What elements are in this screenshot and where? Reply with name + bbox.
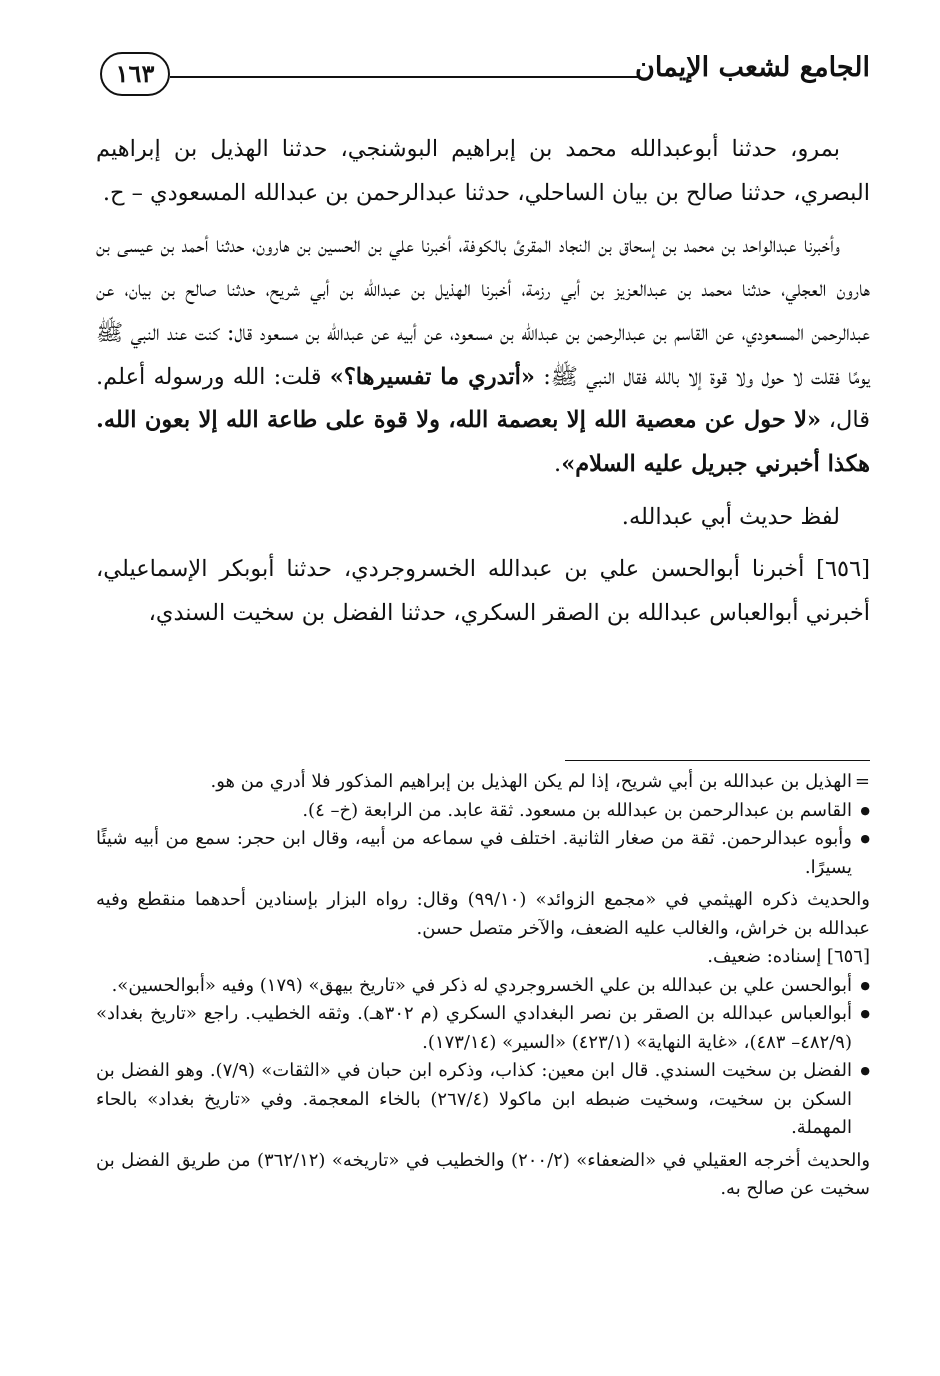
footnote-separator [565,760,870,761]
footnote-bullet: ● أبوالحسن علي بن عبدالله بن علي الخسروجردي له ذكر في «تاريخ بيهق» (١٧٩) وفيه «أبوالحسين». [96,972,870,1001]
hadith-quote-answer: «لا حول عن معصية الله إلا بعصمة الله، ولا قوة على طاعة الله إلا بعون الله. هكذا أخبرني جبريل عليه السلام» [96,407,870,477]
main-text [96,128,870,636]
hadith-isnad: وأخبرنا عبدالواحد بن محمد بن إسحاق بن النجاد المقرئ بالكوفة، أخبرنا علي بن الحسين بن هارون، حدثنا أحمد بن عيسى بن هارون العجلي، حدثنا محمد بن عبدالعزيز بن أبي رزمة، أخبرنا الهذيل بن عبدالله بن أبي شريح، حدثنا صالح بن بيان، عن عبدالرحمن المسعودي، عن القاسم بن عبدالرحمن بن عبدالله بن مسعود، عن أبيه عن عبدالله بن مسعود قال: كنت عند النبي ﷺ يومًا فقلت لا حول ولا قوة إلا بالله فقال النبي ﷺ: [96,232,870,390]
header-rule [170,76,640,78]
hadith-end: . [554,450,562,477]
page-number: ١٦٣ [100,52,170,96]
paragraph-hadith [96,224,870,486]
footnote-bullet: ● وأبوه عبدالرحمن. ثقة من صغار الثانية. اختلف في سماعه من أبيه، وقال ابن حجر: سمع من أبيه شيئًا يسيرًا. [96,825,870,882]
footnote-bullet: ● أبوالعباس عبدالله بن الصقر بن نصر البغدادي السكري (م ٣٠٢هـ). وثقه الخطيب. راجع «تاريخ بغداد» (٤٨٢/٩– ٤٨٣)، «غاية النهاية» (٤٢٣/١) «السير» (١٧٣/١٤). [96,1000,870,1057]
hadith-quote-question: «أتدري ما تفسيرها؟» [329,363,535,390]
footnote-paragraph: والحديث أخرجه العقيلي في «الضعفاء» (٢٠٠/٢) والخطيب في «تاريخه» (٣٦٢/١٢) من طريق الفضل بن سخيت عن صالح به. [96,1149,871,1199]
footnote-bullet: ● الفضل بن سخيت السندي. قال ابن معين: كذاب، وذكره ابن حبان في «الثقات» (٧/٩). وهو الفضل بن السكن بن سخيت، وسخيت ضبطه ابن ماكولا (٢٦٧/٤) بالخاء المعجمة. وفي «تاريخ بغداد» بالحاء المهملة. [96,1057,870,1143]
paragraph-wording-note: لفظ حديث أبي عبدالله. [621,503,840,530]
paragraph-hadith-656: [٦٥٦] أخبرنا أبوالحسن علي بن عبدالله الخسروجردي، حدثنا أبوبكر الإسماعيلي، أخبرني أبوالعباس عبدالله بن الصقر السكري، حدثنا الفضل بن سخيت السندي، [96,556,870,627]
running-title: الجامع لشعب الإيمان [635,52,870,83]
footnote-paragraph: والحديث ذكره الهيثمي في «مجمع الزوائد» (٩٩/١٠) وقال: رواه البزار بإسنادين أحدهما منقطع وفيه عبدالله بن خراش، والغالب عليه الضعف، والآخر متصل حسن. [96,889,870,939]
footnote-heading-656: [٦٥٦] إسناده: ضعيف. [707,946,870,967]
footnote-continuation: = الهذيل بن عبدالله بن أبي شريح، إذا لم يكن الهذيل بن إبراهيم المذكور فلا أدري من هو. [96,768,870,797]
paragraph-isnad-1: بمرو، حدثنا أبوعبدالله محمد بن إبراهيم البوشنجي، حدثنا الهذيل بن إبراهيم البصري، حدثنا صالح بن بيان الساحلي، حدثنا عبدالرحمن بن عبدالله المسعودي – ح. [96,136,870,206]
footnotes [96,768,870,1204]
hadith-reply: قلت: الله ورسوله أعلم. قال، [96,363,870,434]
footnote-bullet: ● القاسم بن عبدالرحمن بن عبدالله بن مسعود. ثقة عابد. من الرابعة (خ– ٤). [96,797,870,826]
